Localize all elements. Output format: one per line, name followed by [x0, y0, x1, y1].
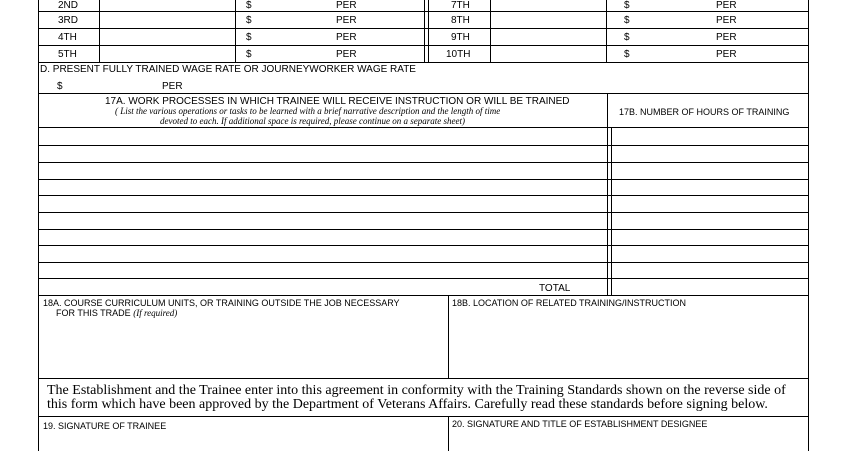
trainee-signature-field[interactable]: [42, 433, 444, 449]
period-label: 3RD: [58, 15, 79, 26]
wage-description-input[interactable]: [493, 16, 603, 26]
journeyworker-period-input[interactable]: [190, 80, 310, 91]
dollar-sign: $: [624, 32, 630, 43]
per-label: PER: [716, 15, 737, 26]
section-18a-title: 18A. COURSE CURRICULUM UNITS, OR TRAINING OUTSIDE THE JOB NECESSARY: [43, 298, 400, 308]
training-hours-input[interactable]: [614, 231, 804, 243]
total-hours-input[interactable]: [614, 280, 804, 293]
row-line: [38, 28, 808, 29]
form-border-right: [808, 0, 809, 451]
dollar-sign: $: [57, 81, 63, 92]
dollar-sign: $: [624, 15, 630, 26]
row-line: [38, 245, 809, 246]
establishment-signature-field[interactable]: [452, 433, 804, 449]
divider-line: [38, 416, 809, 417]
work-process-input[interactable]: [41, 181, 603, 193]
divider-line: [38, 295, 809, 296]
period-label: 9TH: [451, 32, 470, 43]
period-label: 4TH: [58, 32, 77, 43]
row-line: [38, 278, 809, 279]
training-hours-input[interactable]: [614, 247, 804, 260]
dollar-sign: $: [246, 15, 252, 26]
wage-amount-input[interactable]: [256, 33, 332, 43]
period-label: 8TH: [451, 15, 470, 26]
work-process-input[interactable]: [41, 147, 603, 160]
row-line: [38, 11, 808, 12]
per-label: PER: [336, 0, 357, 11]
work-process-input[interactable]: [41, 264, 603, 276]
wage-description-input[interactable]: [493, 50, 603, 60]
row-line: [38, 212, 809, 213]
divider-line: [38, 62, 809, 63]
dollar-sign: $: [246, 49, 252, 60]
row-line: [38, 179, 809, 180]
work-process-input[interactable]: [41, 130, 603, 143]
trainee-signature-label: 19. SIGNATURE OF TRAINEE: [43, 421, 167, 431]
section-18a-note: (If required): [133, 308, 178, 318]
journeyworker-wage-input[interactable]: [67, 80, 157, 91]
wage-description-input[interactable]: [102, 33, 232, 43]
wage-description-input[interactable]: [102, 16, 232, 26]
section-18b-title: 18B. LOCATION OF RELATED TRAINING/INSTRUCTION: [452, 298, 687, 308]
dollar-sign: $: [624, 49, 630, 60]
period-label: 7TH: [451, 0, 470, 11]
dollar-sign: $: [246, 32, 252, 43]
form-border-left: [38, 0, 39, 62]
per-label: PER: [716, 49, 737, 60]
period-label: 5TH: [58, 49, 77, 60]
col-line: [99, 0, 100, 62]
col-line: [606, 0, 607, 62]
divider-line: [38, 93, 809, 94]
col-double-line: [428, 0, 429, 62]
per-label: PER: [336, 32, 357, 43]
row-line: [38, 127, 809, 128]
section-17b-title: 17B. NUMBER OF HOURS OF TRAINING: [619, 107, 790, 117]
per-label: PER: [336, 49, 357, 60]
agreement-line: The Establishment and the Trainee enter into this agreement in conformity with the Training Standards shown on the reverse side of: [47, 383, 786, 398]
dollar-sign: $: [246, 0, 252, 11]
wage-amount-input[interactable]: [256, 50, 332, 60]
training-hours-input[interactable]: [614, 197, 804, 210]
wage-amount-input[interactable]: [256, 1, 332, 10]
work-process-input[interactable]: [41, 164, 603, 177]
wage-description-input[interactable]: [493, 33, 603, 43]
section-18a-title: FOR THIS TRADE (If required): [56, 308, 178, 318]
training-hours-input[interactable]: [614, 130, 804, 143]
col-line: [611, 127, 612, 295]
wage-amount-input[interactable]: [256, 16, 332, 26]
wage-description-input[interactable]: [102, 50, 232, 60]
col-line: [607, 93, 608, 295]
divider-line: [38, 378, 809, 379]
per-label: PER: [716, 0, 737, 11]
row-line: [38, 162, 809, 163]
form-border-left: [38, 62, 39, 451]
col-line: [448, 295, 449, 378]
col-double-line: [424, 0, 425, 62]
section-17a-note: ( List the various operations or tasks to be learned with a brief narrative description and the length of time: [115, 106, 501, 116]
row-line: [38, 229, 809, 230]
dollar-sign: $: [624, 0, 630, 11]
row-line: [38, 262, 809, 263]
work-process-input[interactable]: [41, 231, 603, 243]
per-label: PER: [716, 32, 737, 43]
training-hours-input[interactable]: [614, 147, 804, 160]
row-line: [38, 195, 809, 196]
training-hours-input[interactable]: [614, 214, 804, 227]
training-hours-input[interactable]: [614, 181, 804, 193]
col-line: [448, 416, 449, 451]
work-process-input[interactable]: [41, 247, 603, 260]
wage-description-input[interactable]: [493, 1, 603, 10]
per-label: PER: [162, 81, 183, 92]
section-17a-title: 17A. WORK PROCESSES IN WHICH TRAINEE WILL RECEIVE INSTRUCTION OR WILL BE TRAINED: [105, 96, 570, 107]
period-label: 2ND: [58, 0, 79, 11]
training-hours-input[interactable]: [614, 264, 804, 276]
course-curriculum-input[interactable]: [42, 320, 444, 374]
establishment-signature-label: 20. SIGNATURE AND TITLE OF ESTABLISHMENT DESIGNEE: [452, 419, 708, 429]
work-process-input[interactable]: [41, 197, 603, 210]
col-line: [490, 0, 491, 62]
row-line: [38, 145, 809, 146]
wage-description-input[interactable]: [102, 1, 232, 10]
section-d-label: D. PRESENT FULLY TRAINED WAGE RATE OR JOURNEYWORKER WAGE RATE: [40, 64, 416, 75]
row-line: [38, 45, 808, 46]
agreement-line: this form which have been approved by the Department of Veterans Affairs. Carefully read these standards before signing below.: [47, 397, 768, 412]
per-label: PER: [336, 15, 357, 26]
total-label: TOTAL: [539, 283, 571, 294]
section-17a-note: devoted to each. If additional space is required, please continue on a separate sheet): [160, 116, 466, 126]
period-label: 10TH: [446, 49, 471, 60]
training-location-input[interactable]: [452, 310, 804, 374]
col-line: [235, 0, 236, 62]
work-process-input[interactable]: [41, 214, 603, 227]
training-hours-input[interactable]: [614, 164, 804, 177]
